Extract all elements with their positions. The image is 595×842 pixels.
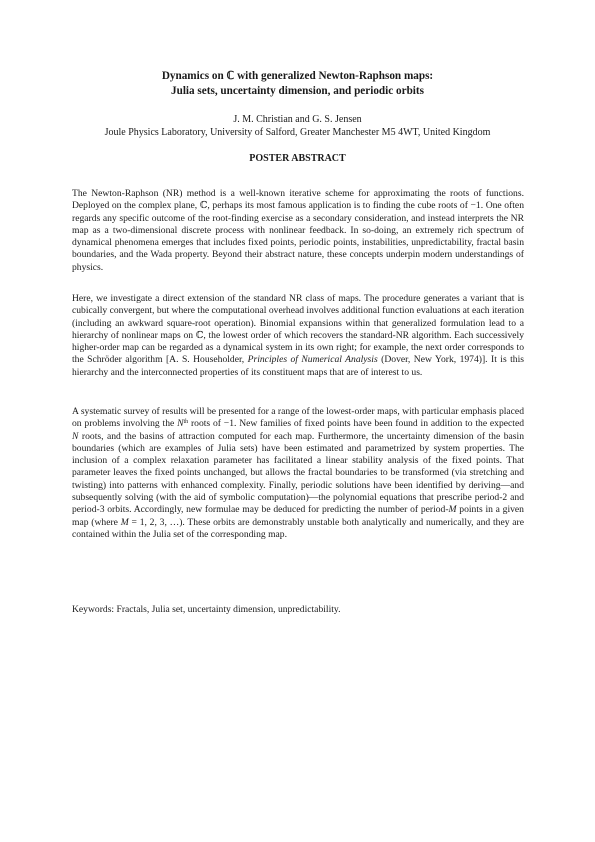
variable-m: M [448, 504, 457, 516]
paragraph-2-text-b: (Dover, New York, 1974)]. It is this hierarchy and the interconnected properties of its constituent maps that are of interest to us. [72, 354, 525, 378]
variable-n: N [177, 418, 184, 430]
paragraph-3-text-e: = 1, 2, 3, …). These orbits are demonstrably unstable both analytically and numerically, and they are contained within the Julia set of the corresponding map. [72, 516, 525, 540]
keywords-line: Keywords: Fractals, Julia set, uncertainty dimension, unpredictability. [72, 604, 341, 615]
paragraph-3-text-d: points in a given map (where [72, 504, 524, 528]
superscript-th: th [183, 419, 189, 426]
abstract-paragraph-2 [72, 293, 524, 379]
section-heading: POSTER ABSTRACT [249, 153, 346, 164]
abstract-paragraph-1: The Newton-Raphson (NR) method is a well-known iterative scheme for approximating the roots of functions. Deployed on the complex plane, ℂ, perhaps its most famous application is to finding the cube roots of −1. One often regards any specific outcome of the root-finding exercise as a secondary consideration, and instead interprets the NR map as a two-dimensional discrete process with nonlinear feedback. In so-doing, an extremely rich spectrum of dynamical phenomena emerges that includes fixed points, periodic points, instabilities, unpredictability, fractal basin boundaries, and the Wada property. Beyond their abstract nature, these concepts underpin modern understandings of physics. [72, 188, 524, 273]
paragraph-3-text-c: roots, and the basins of attraction computed for each map. Furthermore, the uncertainty dimension of the basin boundaries (which are examples of Julia sets) have been estimated and parametrized by system properties. The inclusion of a complex relaxation parameter has facilitated a linear stability analysis of the fixed points. That parameter leaves the fixed points unchanged, but allows the fractal boundaries to be transformed (via stretching and twisting) into patterns with enhanced complexity. Finally, periodic solutions have been identified by deriving—and subsequently solving (with the aid of symbolic computation)—the polynomial equations that prescribe period-2 and period-3 orbits. Accordingly, new formulae may be deduced for predicting the number of period- [72, 430, 524, 516]
variable-n: N [72, 430, 79, 442]
title-line-1: Dynamics on ℂ with generalized Newton-Raphson maps: [161, 70, 434, 82]
title-line-2: Julia sets, uncertainty dimension, and periodic orbits [171, 84, 424, 97]
author-names: J. M. Christian and G. S. Jensen [233, 114, 362, 125]
paper-title [60, 69, 535, 98]
abstract-paragraph-3 [72, 406, 524, 541]
paragraph-2-text-a: Here, we investigate a direct extension of the standard NR class of maps. The procedure generates a variant that is cubically convergent, but where the computational overhead involves additional function evaluations at each iteration (including an awkward square-root operation). Binomial expansions within that generalized formulation lead to a hierarchy of nonlinear maps on ℂ, the lowest order of which recovers the standard-NR algorithm. Each successively higher-order map can be regarded as a dynamical system in its own right; for example, the next order corresponds to the Schröder algorithm [A. S. Householder, [72, 293, 524, 366]
book-title: Principles of Numerical Analysis [247, 354, 378, 366]
paragraph-3-text-b: roots of −1. New families of fixed points have been found in addition to the expected [188, 418, 524, 430]
author-block [40, 113, 555, 139]
author-affiliation: Joule Physics Laboratory, University of Salford, Greater Manchester M5 4WT, United Kingdom [104, 127, 491, 138]
paragraph-3-text-a: A systematic survey of results will be presented for a range of the lowest-order maps, with particular emphasis placed on problems involving the [72, 406, 524, 430]
variable-m: M [120, 516, 129, 528]
